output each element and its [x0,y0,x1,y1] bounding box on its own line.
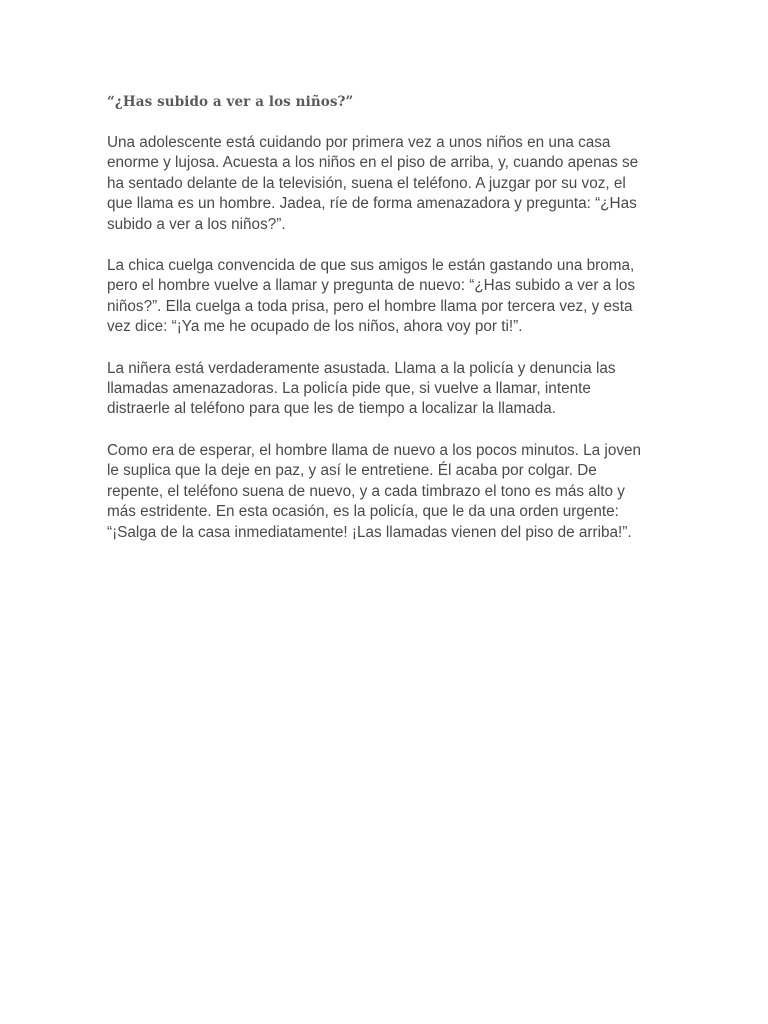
paragraph-line: que llama es un hombre. Jadea, ríe de forma amenazadora y pregunta: “¿Has [107,195,637,213]
paragraph-1 [107,133,667,235]
document-body [107,93,667,564]
paragraph-line: repente, el teléfono suena de nuevo, y a cada timbrazo el tono es más alto y [107,482,625,500]
document-title: “¿Has subido a ver a los niños?” [107,94,354,110]
paragraph-line: La niñera está verdaderamente asustada. Llama a la policía y denuncia las [107,359,616,377]
paragraph-line: Una adolescente está cuidando por primera vez a unos niños en una casa [107,134,611,151]
paragraph-line: le suplica que la deje en paz, y así le entretiene. Él acaba por colgar. De [107,462,597,480]
paragraph-3 [107,359,667,420]
paragraph-line: La chica cuelga convencida de que sus amigos le están gastando una broma, [107,257,635,275]
paragraph-line: pero el hombre vuelve a llamar y pregunta de nuevo: “¿Has subido a ver a los [107,277,636,295]
paragraph-4 [107,441,667,543]
paragraph-line: ha sentado delante de la televisión, suena el teléfono. A juzgar por su voz, el [107,174,626,192]
paragraph-line: vez dice: “¡Ya me he ocupado de los niños, ahora voy por ti!”. [107,318,523,336]
paragraph-line: niños?”. Ella cuelga a toda prisa, pero el hombre llama por tercera vez, y esta [107,297,633,315]
paragraph-line: más estridente. En esta ocasión, es la policía, que le da una orden urgente: [107,503,619,521]
paragraph-line: enorme y lujosa. Acuesta a los niños en el piso de arriba, y, cuando apenas se [107,154,639,172]
paragraph-line: distraerle al teléfono para que les de tiempo a localizar la llamada. [107,400,556,418]
paragraph-line: Como era de esperar, el hombre llama de nuevo a los pocos minutos. La joven [107,441,641,459]
paragraph-2 [107,256,667,338]
paragraph-line: llamadas amenazadoras. La policía pide que, si vuelve a llamar, intente [107,380,591,398]
paragraph-line: “¡Salga de la casa inmediatamente! ¡Las llamadas vienen del piso de arriba!”. [107,523,632,541]
paragraph-line: subido a ver a los niños?”. [107,215,286,233]
